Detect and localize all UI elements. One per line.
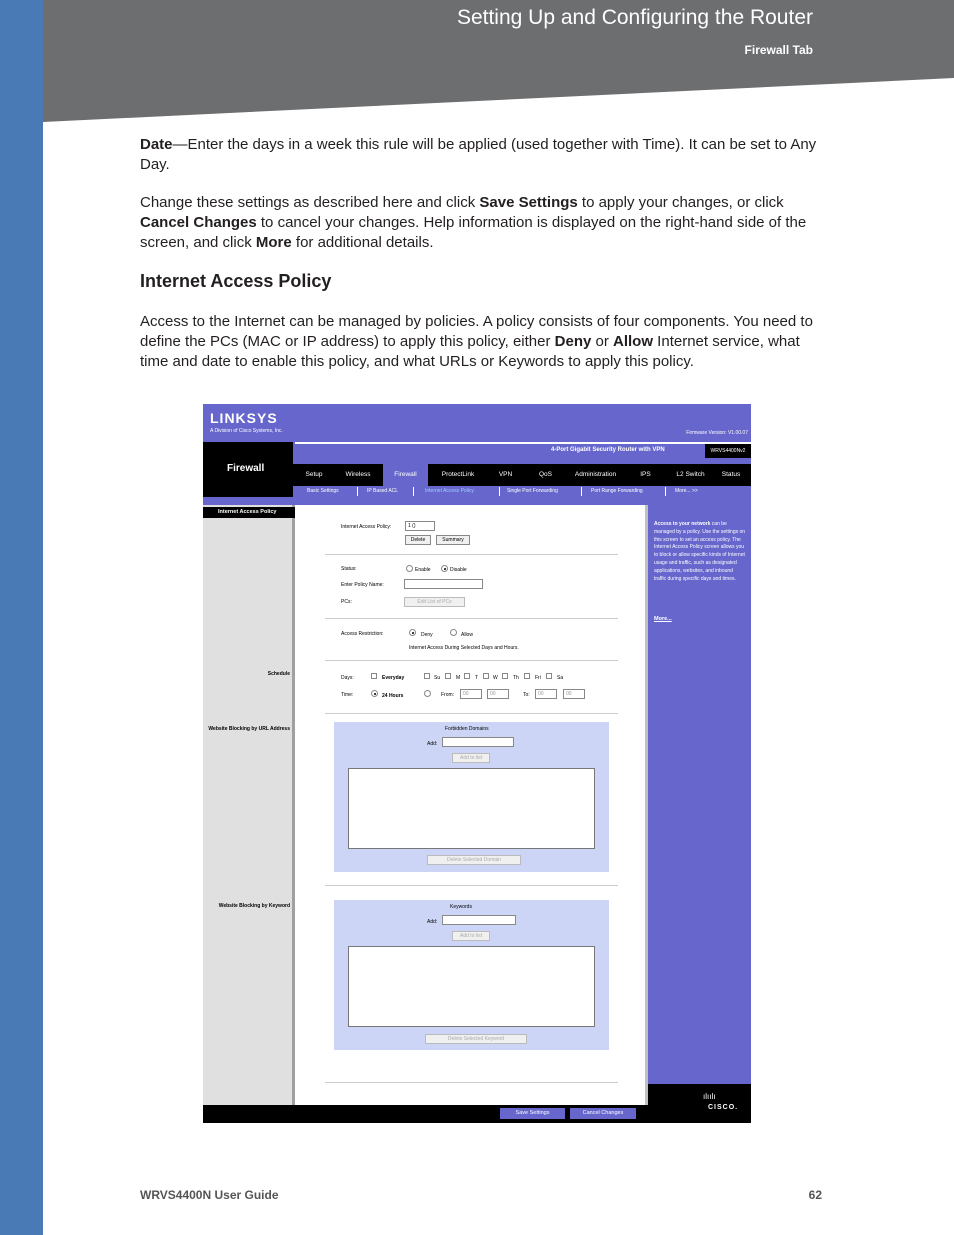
allow-label: Allow [461, 632, 473, 638]
delete-button[interactable]: Delete [405, 535, 431, 545]
subtab-separator [665, 487, 666, 496]
days-label: Days: [341, 675, 354, 681]
subtab-more[interactable]: More... >> [675, 488, 698, 494]
day-su-checkbox[interactable] [424, 673, 430, 679]
day-sa-label: Sa [557, 675, 564, 681]
date-text: —Enter the days in a week this rule will be applied (used together with Time). It can be set to Any Day. [140, 136, 817, 173]
24-hours-radio[interactable] [371, 690, 378, 697]
summary-button[interactable]: Summary [436, 535, 470, 545]
left-color-strip [0, 0, 43, 1235]
cancel-changes-term: Cancel Changes [140, 214, 257, 231]
subtab-port-range-forwarding[interactable]: Port Range Forwarding [591, 488, 643, 494]
deny-radio[interactable] [409, 629, 416, 636]
left-column-title: Internet Access Policy [203, 507, 295, 518]
domain-add-input[interactable] [442, 737, 514, 747]
tab-status[interactable]: Status [721, 471, 741, 478]
policy-name-label: Enter Policy Name: [341, 582, 384, 588]
divider [325, 713, 618, 714]
deny-term: Deny [554, 333, 592, 350]
everyday-checkbox[interactable] [371, 673, 377, 679]
day-t-checkbox[interactable] [464, 673, 470, 679]
delete-selected-domain-button[interactable]: Delete Selected Domain [427, 855, 521, 865]
divider [325, 1082, 618, 1083]
policy-name-input[interactable] [404, 579, 483, 589]
policy-text-2: or [591, 333, 614, 350]
enable-radio[interactable] [406, 565, 413, 572]
change-paragraph [140, 193, 820, 253]
keywords-title: Keywords [450, 904, 472, 910]
policy-paragraph [140, 312, 820, 372]
help-column [648, 505, 751, 1105]
disable-radio[interactable] [441, 565, 448, 572]
day-sa-checkbox[interactable] [546, 673, 552, 679]
policy-text-3: Internet service, what time and date to enable this policy, and what URLs or Keywords to apply this policy. [140, 333, 800, 370]
cisco-logo: CISCO. [708, 1104, 739, 1111]
subtab-separator [581, 487, 582, 496]
router-screenshot [203, 404, 751, 1123]
footer-guide-name: WRVS4400N User Guide [140, 1188, 279, 1202]
policy-text-1: Access to the Internet can be managed by policies. A policy consists of four components. You need to define the PCs (MAC or IP address) to apply this policy, either [140, 313, 813, 350]
schedule-label: Schedule [267, 671, 290, 677]
help-more-link[interactable]: More... [654, 616, 672, 622]
tab-protectlink[interactable]: ProtectLink [441, 471, 475, 478]
tab-setup[interactable]: Setup [305, 471, 323, 478]
change-text-1: Change these settings as described here and click [140, 194, 480, 211]
save-settings-button[interactable]: Save Settings [500, 1108, 565, 1119]
linksys-logo: LINKSYS [210, 410, 278, 426]
section-label: Firewall [227, 463, 265, 474]
tab-firewall[interactable]: Firewall [383, 464, 428, 486]
page-header-subtitle: Firewall Tab [744, 43, 813, 57]
subtab-ip-based-acl[interactable]: IP Based ACL [367, 488, 399, 494]
time-range-radio[interactable] [424, 690, 431, 697]
tab-administration[interactable]: Administration [574, 471, 617, 478]
more-term: More [255, 234, 292, 251]
day-t-label: T [475, 675, 479, 681]
from-minute-select[interactable]: 00 [487, 689, 509, 699]
cisco-bars-icon: ılıılı [703, 1092, 716, 1101]
subtab-internet-access-policy[interactable]: Internet Access Policy [425, 488, 474, 494]
keyword-add-label: Add: [427, 919, 438, 925]
help-bold: Access to your network [654, 521, 711, 527]
disable-label: Disable [450, 567, 467, 573]
header-band [43, 0, 954, 122]
day-th-checkbox[interactable] [502, 673, 508, 679]
divider [325, 660, 618, 661]
day-th-label: Th [513, 675, 519, 681]
tab-ips[interactable]: IPS [640, 471, 651, 478]
subtab-separator [357, 487, 358, 496]
day-m-checkbox[interactable] [445, 673, 451, 679]
tab-l2-switch[interactable]: L2 Switch [676, 471, 705, 478]
product-row [295, 442, 751, 463]
subtab-separator [413, 487, 414, 496]
to-hour-select[interactable]: 00 [535, 689, 557, 699]
domain-add-label: Add: [427, 741, 438, 747]
section-heading: Internet Access Policy [140, 271, 332, 291]
help-body: can be managed by a policy. Use the settings on this screen to set an access policy. The Internet Access Policy screen allows you to block or allow specific kinds of Internet usage and traffic, such as designated applications, websites, and inbound traffic during specific days and times. [654, 521, 746, 582]
subtab-single-port-forwarding[interactable]: Single Port Forwarding [507, 488, 558, 494]
allow-term: Allow [613, 333, 654, 350]
time-label: Time: [341, 692, 354, 698]
pcs-label: PCs: [341, 599, 352, 605]
day-su-label: Su [434, 675, 441, 681]
allow-radio[interactable] [450, 629, 457, 636]
left-label-column [203, 505, 295, 1105]
change-text-2: to apply your changes, or click [577, 194, 784, 211]
iap-select[interactable]: 1 () [405, 521, 435, 531]
tab-vpn[interactable]: VPN [498, 471, 513, 478]
from-hour-select[interactable]: 00 [460, 689, 482, 699]
keyword-blocking-label: Website Blocking by Keyword [218, 903, 290, 909]
delete-selected-keyword-button[interactable]: Delete Selected Keyword [425, 1034, 527, 1044]
date-paragraph [140, 135, 820, 175]
deny-label: Deny [421, 632, 433, 638]
cancel-changes-button[interactable]: Cancel Changes [570, 1108, 636, 1119]
domain-list[interactable] [348, 768, 595, 849]
day-m-label: M [456, 675, 461, 681]
router-topbar [203, 404, 751, 442]
help-text [654, 521, 746, 583]
status-label: Status: [341, 566, 357, 572]
forbidden-domains-title: Forbidden Domains [445, 726, 489, 732]
day-fri-label: Fri [535, 675, 541, 681]
domain-add-to-list-button[interactable]: Add to list [452, 753, 490, 763]
everyday-label: Everyday [382, 675, 405, 681]
url-blocking-label: Website Blocking by URL Address [208, 726, 290, 732]
edit-list-of-pcs-button[interactable]: Edit List of PCs [404, 597, 465, 607]
change-text-4: for additional details. [291, 234, 434, 251]
divider [325, 885, 618, 886]
enable-label: Enable [415, 567, 431, 573]
keyword-add-input[interactable] [442, 915, 516, 925]
tab-qos[interactable]: QoS [538, 471, 552, 478]
model-badge: WRVS4400Nv2 [705, 444, 751, 458]
day-w-label: W [493, 675, 498, 681]
page-header-title: Setting Up and Configuring the Router [456, 6, 813, 29]
to-minute-select[interactable]: 00 [563, 689, 585, 699]
access-restriction-label: Access Restriction: [341, 631, 384, 637]
firmware-version: Firmware Version: V1.00.07 [686, 430, 748, 436]
change-text-3: to cancel your changes. Help information is displayed on the right-hand side of the screen, and click [140, 214, 807, 251]
tab-wireless[interactable]: Wireless [345, 471, 371, 478]
iap-label: Internet Access Policy: [341, 524, 392, 530]
divider [325, 554, 618, 555]
subtab-basic-settings[interactable]: Basic Settings [307, 488, 339, 494]
logo-subtitle: A Division of Cisco Systems, Inc. [210, 428, 283, 434]
from-label: From: [441, 692, 455, 698]
product-name: 4-Port Gigabit Security Router with VPN [551, 447, 665, 453]
restriction-note: Internet Access During Selected Days and Hours. [409, 645, 519, 651]
24-hours-label: 24 Hours [382, 693, 404, 699]
day-w-checkbox[interactable] [483, 673, 489, 679]
date-term: Date [140, 136, 173, 153]
to-label: To: [523, 692, 530, 698]
keyword-add-to-list-button[interactable]: Add to list [452, 931, 490, 941]
day-fri-checkbox[interactable] [524, 673, 530, 679]
divider [325, 618, 618, 619]
footer-page-number: 62 [808, 1188, 822, 1202]
keyword-list[interactable] [348, 946, 595, 1027]
save-settings-term: Save Settings [479, 194, 578, 211]
subtab-separator [499, 487, 500, 496]
